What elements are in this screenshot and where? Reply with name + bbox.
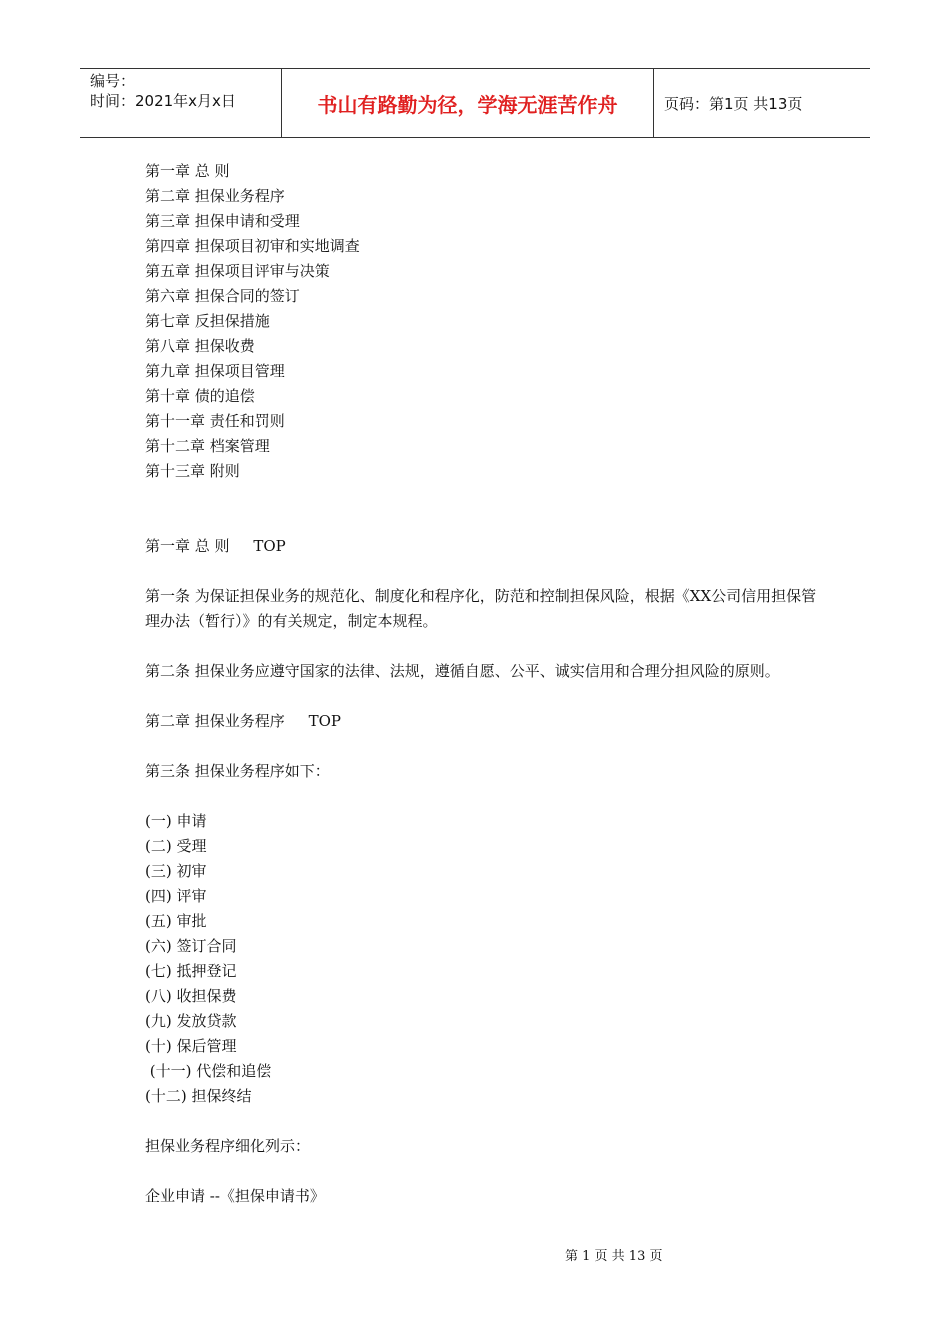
spacer — [145, 784, 825, 809]
spacer — [145, 734, 825, 759]
page-header — [80, 68, 870, 138]
list-item: (三) 初审 — [145, 862, 207, 880]
article-2: 第二条 担保业务应遵守国家的法律、法规，遵循自愿、公平、诚实信用和合理分担风险的原则。 — [145, 662, 780, 680]
toc-item[interactable]: 第九章 担保项目管理 — [145, 362, 285, 380]
list-item: (八) 收担保费 — [145, 987, 237, 1005]
toc-item[interactable]: 第十三章 附则 — [145, 462, 240, 480]
toc-item[interactable]: 第十章 债的追偿 — [145, 387, 255, 405]
spacer — [145, 484, 825, 534]
list-item: (六) 签订合同 — [145, 937, 237, 955]
toc-item[interactable]: 第四章 担保项目初审和实地调查 — [145, 237, 360, 255]
procedure-steps — [145, 809, 825, 1109]
list-item: (一) 申请 — [145, 812, 207, 830]
table-of-contents — [145, 159, 825, 484]
chapter2-heading: 第二章 担保业务程序 TOP — [145, 712, 342, 730]
time-label: 时间：2021年x月x日 — [90, 92, 236, 110]
spacer — [145, 1159, 825, 1184]
toc-item[interactable]: 第二章 担保业务程序 — [145, 187, 285, 205]
detail-first-item: 企业申请 --《担保申请书》 — [145, 1187, 325, 1205]
article-3: 第三条 担保业务程序如下： — [145, 762, 330, 780]
toc-item[interactable]: 第一章 总 则 — [145, 162, 230, 180]
list-item: (七) 抵押登记 — [145, 962, 237, 980]
header-page-info: 页码：第1页 共13页 — [664, 94, 803, 113]
chapter1-heading: 第一章 总 则 TOP — [145, 537, 286, 555]
list-item: (十) 保后管理 — [145, 1037, 237, 1055]
toc-item[interactable]: 第十二章 档案管理 — [145, 437, 270, 455]
spacer — [145, 1109, 825, 1134]
document-body — [145, 159, 825, 1209]
toc-item[interactable]: 第五章 担保项目评审与决策 — [145, 262, 330, 280]
toc-item[interactable]: 第七章 反担保措施 — [145, 312, 270, 330]
detail-intro: 担保业务程序细化列示： — [145, 1137, 311, 1155]
list-item: (四) 评审 — [145, 887, 207, 905]
serial-label: 编号： — [90, 72, 136, 90]
page-footer: 第 1 页 共 13 页 — [565, 1249, 663, 1264]
spacer — [145, 634, 825, 659]
list-item: (十二) 担保终结 — [145, 1087, 252, 1105]
list-item: (五) 审批 — [145, 912, 207, 930]
toc-item[interactable]: 第六章 担保合同的签订 — [145, 287, 300, 305]
list-item: (二) 受理 — [145, 837, 207, 855]
article-1: 第一条 为保证担保业务的规范化、制度化和程序化，防范和控制担保风险，根据《XX公司信用担保管理办法（暂行）》的有关规定，制定本规程。 — [145, 587, 817, 630]
header-motto: 书山有路勤为径，学海无涯苦作舟 — [282, 69, 654, 137]
list-item: (十一) 代偿和追偿 — [145, 1062, 272, 1080]
toc-item[interactable]: 第十一章 责任和罚则 — [145, 412, 285, 430]
toc-item[interactable]: 第八章 担保收费 — [145, 337, 255, 355]
toc-item[interactable]: 第三章 担保申请和受理 — [145, 212, 300, 230]
header-meta — [80, 69, 282, 137]
spacer — [145, 559, 825, 584]
spacer — [145, 684, 825, 709]
list-item: (九) 发放贷款 — [145, 1012, 237, 1030]
